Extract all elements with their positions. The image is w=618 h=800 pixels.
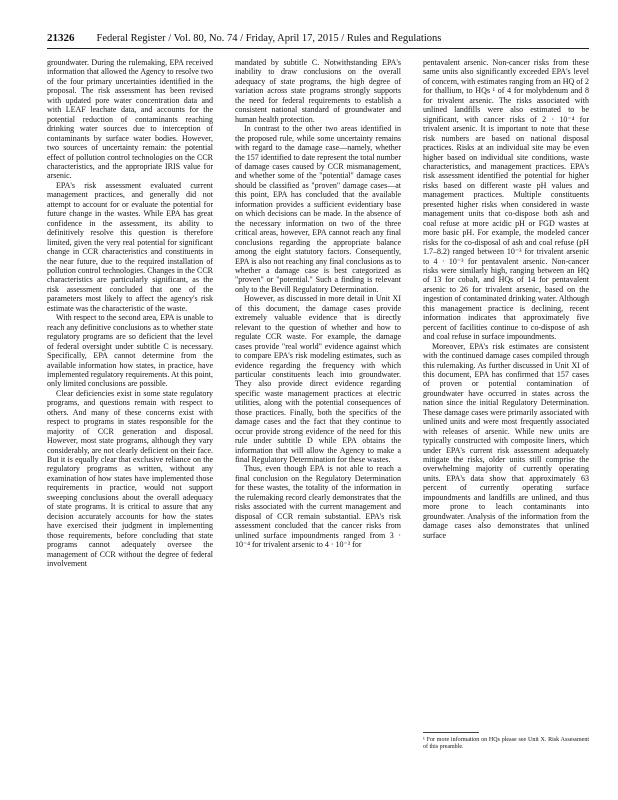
paragraph: Moreover, EPA's risk estimates are consistent with the continued damage cases compiled through this rulemaking. As further discussed in Unit XI of this document, EPA has confirmed that 157 cases of proven or potential contamination of groundwater have occurred in states across the nation since the initial Regulatory Determination. These damage cases were primarily associated with unlined units and were most frequently associated with releases of arsenic. While new units are typically constructed with composite liners, which under EPA's current risk assessment adequately mitigate the risks, older units still comprise the overwhelming majority of currently operating units. EPA's data show that approximately 63 percent of currently operating surface impoundments and landfills are unlined, and thus more prone to leach contaminants into groundwater. Analysis of the information from the damage cases also demonstrates that unlined surface [423, 341, 589, 540]
header-rule [47, 48, 589, 49]
paragraph: groundwater. During the rulemaking, EPA received information that allowed the Agency to resolve two of the four primary uncertainties identified in the proposal. The risk assessment has been revised with updated pore water concentration data and with LEAF leachate data, and accounts for the potential reduction of contaminants reaching drinking water sources due to interception of contaminants by surface water bodies. However, two sources of uncertainty remain: the potential effect of pollution control technologies on the CCR characteristics, and the appropriate IRIS value for arsenic. [47, 58, 213, 181]
paragraph: Clear deficiencies exist in some state regulatory programs, and questions remain with respect to others. And many of these concerns exist with respect to programs in states responsible for the majority of CCR generation and disposal. However, most state programs, although they vary considerably, are not clearly deficient on their face. But it is equally clear that exclusive reliance on the regulatory programs as written, without any examination of how states have implemented those requirements in practice, would not support sweeping conclusions about the overall adequacy of state programs. It is critical to assure that any decision accurately accounts for how the states have exercised their judgment in implementing those requirements, before concluding that state programs cannot adequately oversee the management of CCR without the degree of federal involvement [47, 388, 213, 569]
paragraph: EPA's risk assessment evaluated current management practices, and generally did not attempt to account for or evaluate the potential for future change in the wastes. While EPA has great confidence in the assessment, its ability to definitively resolve this question is therefore limited, given the very real potential for significant change in CCR characteristics and constituents in the near future, due to the required installation of pollution control technologies. Changes in the CCR characteristics are particularly significant, as the risk assessment concluded that one of the parameters most likely to affect the agency's risk estimate was the characteristic of the waste. [47, 180, 213, 313]
footnote-text: ¹ For more information on HQs please see Unit X. Risk Assessment of this preamble. [423, 737, 589, 750]
paragraph: Thus, even though EPA is not able to reach a final conclusion on the Regulatory Determination for these wastes, the totality of the information in the rulemaking record clearly demonstrates that the risks associated with the current management and disposal of CCR remain substantial. EPA's risk assessment concluded that the cancer risks from unlined surface impoundments ranged from 3 · 10⁻⁴ for trivalent arsenic to 4 · 10⁻³ for [235, 464, 401, 550]
paragraph: With respect to the second area, EPA is unable to reach any definitive conclusions as to whether state regulatory programs are so deficient that the level of federal oversight under subtitle C is necessary. Specifically, EPA cannot determine from the available information how states, in practice, have implemented regulatory requirements. At this point, only limited conclusions are possible. [47, 313, 213, 389]
publication-line: Federal Register / Vol. 80, No. 74 / Friday, April 17, 2015 / Rules and Regulations [96, 33, 442, 44]
paragraph: pentavalent arsenic. Non-cancer risks from these same units also significantly exceeded EPA's level of concern, with estimates ranging from an HQ of 2 for thallium, to HQs ¹ of 4 for molybdenum and 8 for trivalent arsenic. The risks associated with unlined landfills were also estimated to be significant, with cancer risks of 2 · 10⁻⁴ for trivalent arsenic. It is important to note that these risk numbers are based on national disposal practices. Risks at an individual site may be even higher based on individual site conditions, waste characteristics, and management practices. EPA's risk assessment identified the potential for higher risks based on different waste pH values and management practices. Multiple constituents presented higher risks when considered in waste management units that co-dispose both ash and coal refuse at more acidic pH or FGD wastes at more basic pH. For example, the modeled cancer risks for the co-disposal of ash and coal refuse (pH 1.7–8.2) ranged between 10⁻³ for trivalent arsenic to 4 · 10⁻³ for pentavalent arsenic. Non-cancer risks were similarly high, ranging between an HQ of 13 for cobalt, and HQs of 14 for pentavalent arsenic to 26 for trivalent arsenic, based on the ingestion of contaminated drinking water. Although this management practice is declining, recent information indicates that approximately five percent of facilities continue to co-dispose of ash and coal refuse in surface impoundments. [423, 58, 589, 342]
page-header [47, 31, 589, 45]
footnote-rule [423, 732, 479, 733]
text-column-3 [423, 58, 589, 758]
paragraph: mandated by subtitle C. Notwithstanding EPA's inability to draw conclusions on the overall adequacy of state programs, the high degree of variation across state programs strongly supports the need for federal requirements to establish a consistent national standard of groundwater and human health protection. [235, 58, 401, 124]
paragraph: In contrast to the other two areas identified in the proposed rule, while some uncertainty remains with regard to the damage case—namely, whether the 157 identified to date represent the total number of damage cases caused by CCR mismanagement, and whether some of the "potential" damage cases should be classified as "proven" damage cases—at this point, EPA has concluded that the available information provides a sufficient evidentiary base on which decisions can be made. In the absence of the necessary information on two of the three critical areas, however, EPA cannot reach any final conclusions regarding the appropriate balance among the eight statutory factors. Consequently, EPA is also not reaching any final conclusions as to whether a damage case is best categorized as "proven" or "potential." Such a finding is relevant only to the Bevill Regulatory Determination. [235, 124, 401, 294]
paragraph: However, as discussed in more detail in Unit XI of this document, the damage cases provide extremely valuable evidence that is directly relevant to the question of whether and how to regulate CCR waste. For example, the damage cases provide "real world" evidence against which to compare EPA's risk modeling estimates, such as evidence regarding the frequency with which particular constituents leach into groundwater. They also provide direct evidence regarding specific waste management practices at electric utilities, along with the potential consequences of those practices. Finally, both the specifics of the damage cases and the fact that they continue to occur provide strong evidence of the need for this rule under subtitle D while EPA obtains the information that will allow the Agency to make a final Regulatory Determination for these wastes. [235, 294, 401, 465]
text-column-1 [47, 58, 213, 758]
page-number: 21326 [47, 32, 75, 44]
footnote [423, 728, 589, 751]
text-column-2 [235, 58, 401, 758]
